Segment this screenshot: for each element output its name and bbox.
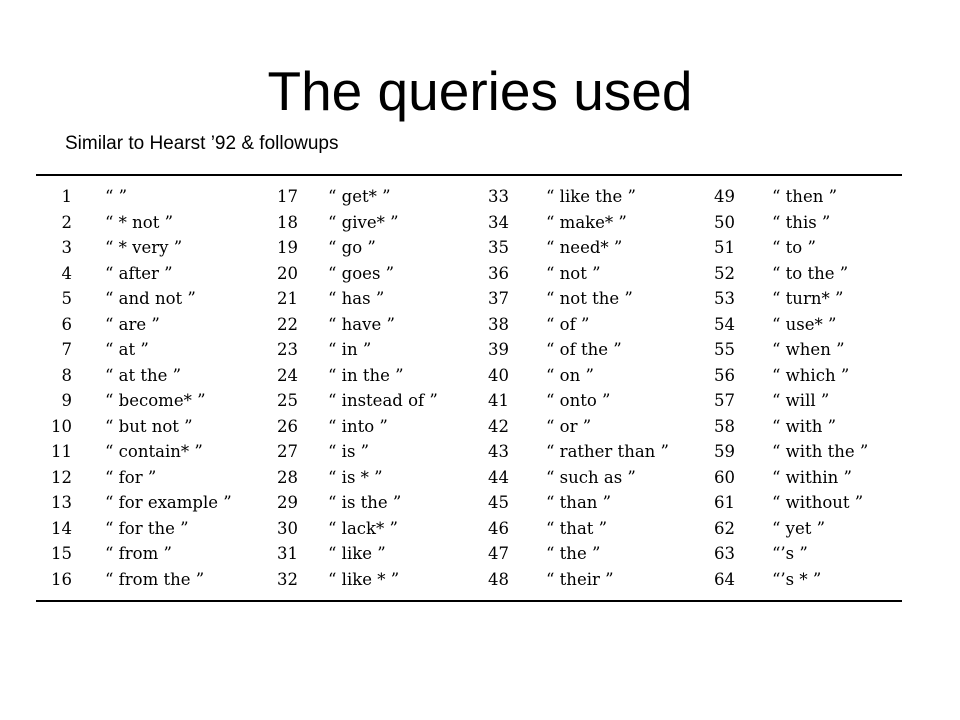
query-text: “ give* ”: [328, 212, 399, 232]
query-text: “ have ”: [328, 314, 395, 334]
query-number: 34: [488, 212, 509, 232]
query-number: 30: [277, 518, 298, 538]
query-number: 17: [277, 187, 298, 206]
query-text: “ use* ”: [772, 314, 837, 334]
query-text: “ their ”: [546, 569, 614, 589]
query-text: “ at ”: [105, 340, 149, 359]
query-text: “ from the ”: [105, 569, 205, 589]
query-number: 10: [51, 416, 72, 436]
query-number: 38: [488, 314, 509, 334]
query-number: 44: [488, 467, 509, 487]
query-text: “ need* ”: [546, 238, 623, 257]
query-number: 1: [61, 187, 72, 206]
table-bottom-rule: [36, 600, 902, 602]
query-number: 9: [61, 391, 72, 410]
query-number: 20: [277, 263, 298, 283]
query-number: 49: [714, 187, 735, 206]
query-text: “ but not ”: [105, 416, 193, 436]
query-number: 15: [51, 544, 72, 563]
query-number: 61: [714, 493, 735, 512]
query-text: “ than ”: [546, 493, 612, 512]
query-number: 16: [51, 569, 72, 589]
query-number: 29: [277, 493, 298, 512]
query-number: 54: [714, 314, 735, 334]
query-text: “’s ”: [772, 544, 808, 563]
query-text: “ has ”: [328, 289, 385, 308]
query-number: 42: [488, 416, 509, 436]
query-text: “ to the ”: [772, 263, 849, 283]
query-number: 6: [61, 314, 72, 334]
query-number: 45: [488, 493, 509, 512]
table-top-rule: [36, 174, 902, 176]
query-number: 55: [714, 340, 735, 359]
query-number: 2: [61, 212, 72, 232]
query-text: “ in ”: [328, 340, 372, 359]
query-text: “ this ”: [772, 212, 831, 232]
query-number: 53: [714, 289, 735, 308]
query-text: “ of ”: [546, 314, 590, 334]
query-number: 32: [277, 569, 298, 589]
query-text: “ for ”: [105, 467, 157, 487]
query-text: “ into ”: [328, 416, 388, 436]
query-text: “ to ”: [772, 238, 816, 257]
query-number: 11: [51, 442, 72, 461]
query-text: “ like * ”: [328, 569, 400, 589]
query-text: “ contain* ”: [105, 442, 203, 461]
query-number: 58: [714, 416, 735, 436]
query-number: 22: [277, 314, 298, 334]
query-number: 62: [714, 518, 735, 538]
query-text: “ of the ”: [546, 340, 622, 359]
query-text: “ with ”: [772, 416, 837, 436]
query-number: 46: [488, 518, 509, 538]
query-number: 48: [488, 569, 509, 589]
query-number: 19: [277, 238, 298, 257]
query-text: “ will ”: [772, 391, 830, 410]
query-number: 56: [714, 365, 735, 385]
query-text: “ with the ”: [772, 442, 869, 461]
query-number: 23: [277, 340, 298, 359]
query-text: “ goes ”: [328, 263, 395, 283]
query-text: “ or ”: [546, 416, 592, 436]
query-text: “ within ”: [772, 467, 852, 487]
query-text: “ ”: [105, 187, 128, 206]
query-number: 57: [714, 391, 735, 410]
queries-table: [36, 184, 902, 590]
query-number: 8: [61, 365, 72, 385]
query-text: “ like ”: [328, 544, 386, 563]
query-number: 14: [51, 518, 72, 538]
query-text: “ instead of ”: [328, 391, 438, 410]
slide-title: The queries used: [267, 60, 693, 122]
query-text: “ in the ”: [328, 365, 404, 385]
query-number: 51: [714, 238, 735, 257]
query-number: 59: [714, 442, 735, 461]
query-text: “ onto ”: [546, 391, 611, 410]
query-number: 33: [488, 187, 509, 206]
query-number: 12: [51, 467, 72, 487]
query-text: “ become* ”: [105, 391, 206, 410]
query-number: 64: [714, 569, 735, 589]
query-text: “ from ”: [105, 544, 172, 563]
query-number: 26: [277, 416, 298, 436]
query-text: “ for the ”: [105, 518, 189, 538]
query-text: “ is the ”: [328, 493, 402, 512]
query-number: 24: [277, 365, 298, 385]
query-number: 7: [61, 340, 72, 359]
query-text: “ such as ”: [546, 467, 636, 487]
query-number: 40: [488, 365, 509, 385]
query-text: “ which ”: [772, 365, 850, 385]
query-number: 4: [61, 263, 72, 283]
query-text: “ and not ”: [105, 289, 196, 308]
query-text: “ the ”: [546, 544, 601, 563]
query-number: 52: [714, 263, 735, 283]
query-number: 60: [714, 467, 735, 487]
query-number: 47: [488, 544, 509, 563]
slide-subtitle: Similar to Hearst ’92 & followups: [65, 133, 339, 154]
query-text: “ rather than ”: [546, 442, 669, 461]
query-text: “ not the ”: [546, 289, 633, 308]
query-number: 43: [488, 442, 509, 461]
query-number: 50: [714, 212, 735, 232]
query-number: 31: [277, 544, 298, 563]
query-text: “’s * ”: [772, 569, 822, 589]
query-text: “ is * ”: [328, 467, 383, 487]
query-text: “ go ”: [328, 238, 376, 257]
query-number: 36: [488, 263, 509, 283]
query-number: 5: [61, 289, 72, 308]
query-text: “ is ”: [328, 442, 370, 461]
query-number: 35: [488, 238, 509, 257]
query-number: 25: [277, 391, 298, 410]
query-text: “ for example ”: [105, 493, 232, 512]
query-number: 28: [277, 467, 298, 487]
query-text: “ * not ”: [105, 212, 174, 232]
query-text: “ like the ”: [546, 187, 636, 206]
query-number: 27: [277, 442, 298, 461]
query-text: “ then ”: [772, 187, 838, 206]
query-text: “ that ”: [546, 518, 608, 538]
query-text: “ make* ”: [546, 212, 627, 232]
query-text: “ yet ”: [772, 518, 826, 538]
query-number: 21: [277, 289, 298, 308]
query-text: “ are ”: [105, 314, 160, 334]
query-text: “ without ”: [772, 493, 864, 512]
query-text: “ * very ”: [105, 238, 183, 257]
query-number: 3: [61, 238, 72, 257]
query-number: 39: [488, 340, 509, 359]
query-number: 37: [488, 289, 509, 308]
query-text: “ turn* ”: [772, 289, 844, 308]
query-number: 41: [488, 391, 509, 410]
query-number: 18: [277, 212, 298, 232]
query-number: 13: [51, 493, 72, 512]
query-text: “ at the ”: [105, 365, 182, 385]
query-number: 63: [714, 544, 735, 563]
query-text: “ not ”: [546, 263, 601, 283]
query-text: “ after ”: [105, 263, 173, 283]
query-text: “ get* ”: [328, 187, 391, 206]
query-text: “ lack* ”: [328, 518, 398, 538]
query-text: “ on ”: [546, 365, 594, 385]
query-text: “ when ”: [772, 340, 845, 359]
